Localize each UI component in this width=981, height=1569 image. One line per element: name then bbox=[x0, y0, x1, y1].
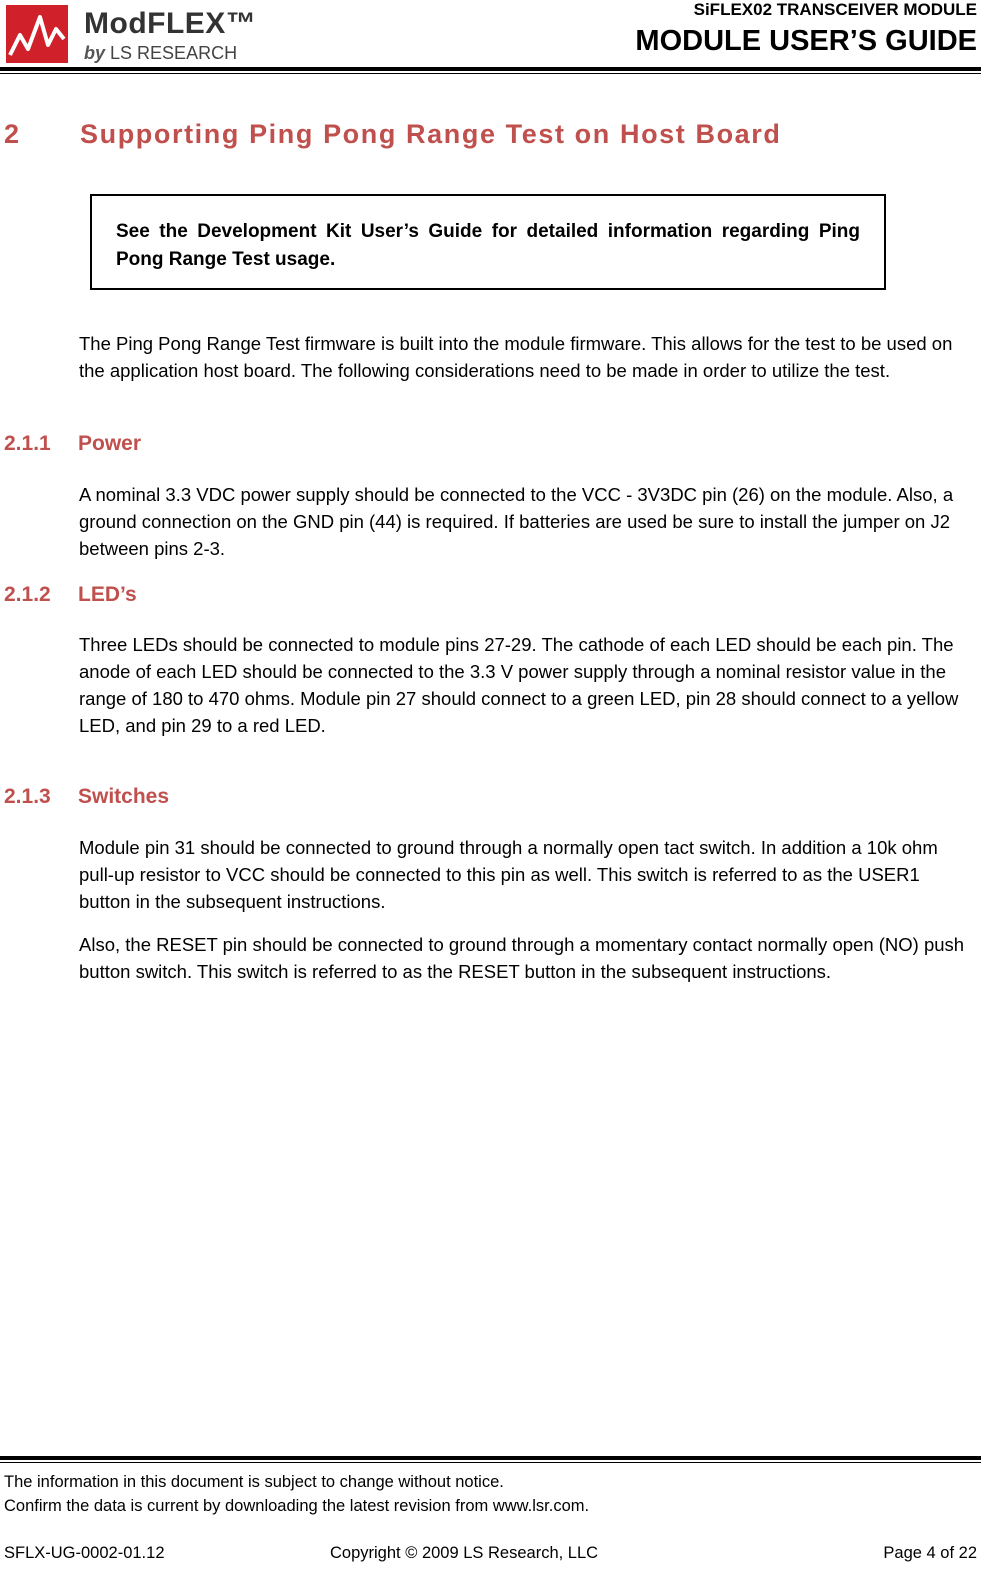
power-paragraph: A nominal 3.3 VDC power supply should be connected to the VCC - 3V3DC pin (26) on the module. Also, a ground connection on the GND pin (44) is required. If batteries are used be sure to install the jumper on J2 between pins 2-3. bbox=[79, 484, 954, 559]
header-rule-thin bbox=[0, 73, 981, 74]
subsection-heading-power bbox=[4, 432, 141, 456]
subsection-number: 2.1.3 bbox=[4, 785, 51, 808]
section-heading bbox=[4, 119, 781, 150]
company-logo bbox=[6, 5, 276, 65]
footer-rule bbox=[0, 1456, 981, 1460]
switches-paragraph-1: Module pin 31 should be connected to ground through a normally open tact switch. In addition a 10k ohm pull-up resistor to VCC should be connected to this pin as well. This switch is referred to as the USER1 button in the subsequent instructions. bbox=[79, 837, 938, 912]
logo-by: by bbox=[84, 43, 106, 63]
section-title: Supporting Ping Pong Range Test on Host Board bbox=[80, 119, 782, 149]
header-guide-title: MODULE USER’S GUIDE bbox=[635, 25, 977, 57]
switches-paragraph-2: Also, the RESET pin should be connected to ground through a momentary contact normally open (NO) push button switch. This switch is referred to as the RESET button in the subsequent instructions. bbox=[79, 934, 965, 982]
footer-page-number: Page 4 of 22 bbox=[883, 1544, 977, 1562]
intro-paragraph: The Ping Pong Range Test firmware is built into the module firmware. This allows for the test to be used on the application host board. The following considerations need to be made in order to utilize the test. bbox=[79, 333, 953, 381]
leds-paragraph: Three LEDs should be connected to module pins 27-29. The cathode of each LED should be each pin. The anode of each LED should be connected to the 3.3 V power supply through a nominal resistor value in the range of 180 to 470 ohms. Module pin 27 should connect to a green LED, pin 28 should connect to a yellow LED, and pin 29 to a red LED. bbox=[79, 634, 959, 736]
subsection-number: 2.1.2 bbox=[4, 583, 51, 606]
subsection-title: Switches bbox=[78, 785, 170, 808]
logo-company: LS RESEARCH bbox=[110, 43, 238, 63]
logo-brand: ModFLEX™ bbox=[84, 7, 257, 40]
note-box: See the Development Kit User’s Guide for detailed information regarding Ping Pong Range Test usage. bbox=[90, 194, 886, 290]
subsection-heading-switches bbox=[4, 785, 169, 809]
subsection-title: LED’s bbox=[78, 583, 137, 606]
logo-tagline bbox=[84, 43, 237, 64]
footer-notice-1: The information in this document is subject to change without notice. bbox=[4, 1473, 504, 1491]
footer-rule-thin bbox=[0, 1462, 981, 1463]
footer-doc-id: SFLX-UG-0002-01.12 bbox=[4, 1544, 165, 1562]
subsection-heading-leds bbox=[4, 583, 137, 607]
modflex-logo-icon bbox=[6, 5, 68, 63]
footer-copyright: Copyright © 2009 LS Research, LLC bbox=[330, 1544, 599, 1562]
subsection-number: 2.1.1 bbox=[4, 432, 51, 455]
section-number: 2 bbox=[4, 119, 21, 149]
header-rule bbox=[0, 67, 981, 71]
footer-notice-2: Confirm the data is current by downloading the latest revision from www.lsr.com. bbox=[4, 1497, 590, 1515]
header-product-title: SiFLEX02 TRANSCEIVER MODULE bbox=[693, 0, 977, 19]
subsection-title: Power bbox=[78, 432, 142, 455]
